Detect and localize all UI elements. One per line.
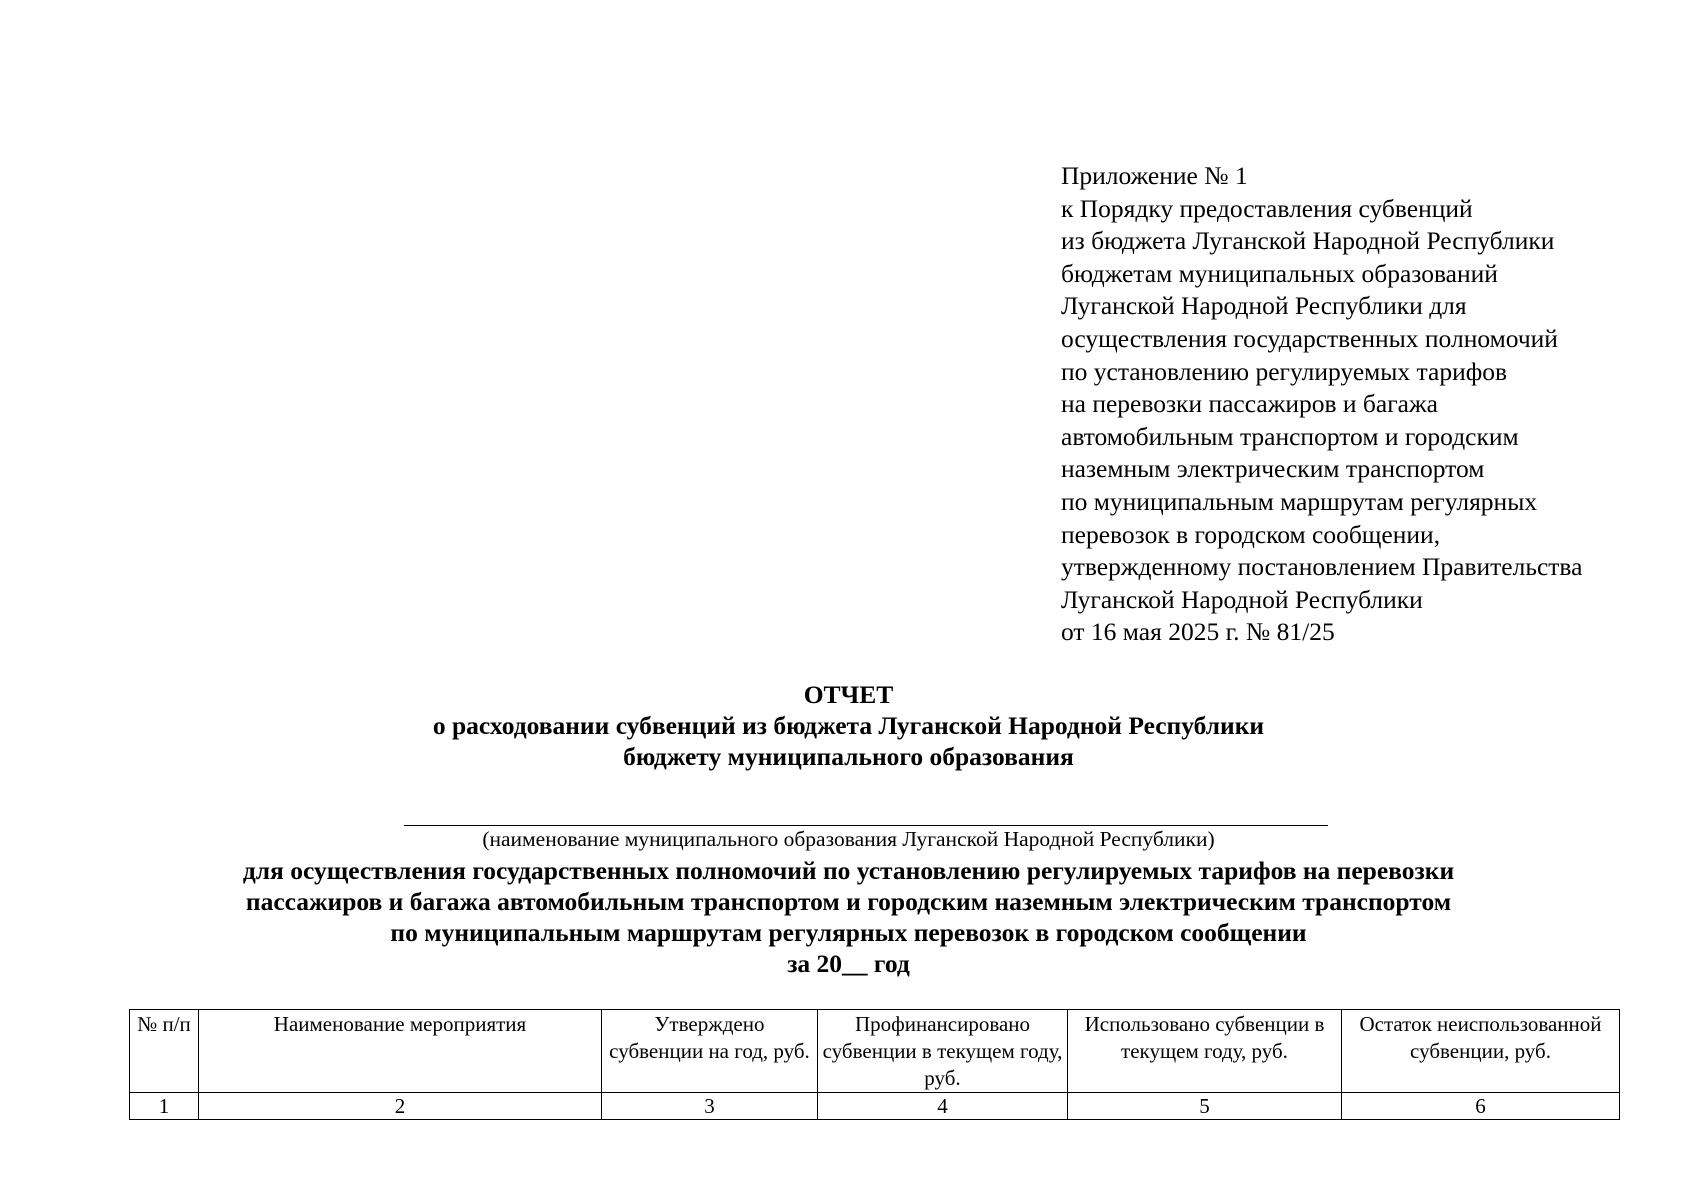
appendix-line: Луганской Народной Республики [1061,584,1423,614]
appendix-line: от 16 мая 2025 г. № 81/25 [1061,617,1335,647]
appendix-line: из бюджета Луганской Народной Республики [1061,226,1555,256]
appendix-line: на перевозки пассажиров и багажа [1061,389,1438,419]
header-cell-number: № п/п [130,1010,199,1093]
column-number-cell: 3 [602,1093,818,1120]
column-number-cell: 4 [818,1093,1068,1120]
header-cell-remaining: Остаток неиспользованной субвенции, руб. [1342,1010,1620,1093]
appendix-line: перевозок в городском сообщении, [1061,519,1441,549]
appendix-line: автомобильным транспортом и городским [1061,421,1519,451]
header-cell-activity: Наименование мероприятия [199,1010,602,1093]
column-number-cell: 5 [1068,1093,1342,1120]
report-purpose [0,855,1697,979]
report-table [129,1009,1620,1120]
report-year-line: за 20__ год [787,949,910,978]
appendix-line: наземным электрическим транспортом [1061,454,1485,484]
report-subtitle-line: бюджету муниципального образования [623,742,1074,771]
appendix-line: осуществления государственных полномочий [1061,323,1558,353]
column-number-cell: 1 [130,1093,199,1120]
column-number-cell: 2 [199,1093,602,1120]
header-cell-used: Использовано субвенции в текущем году, руб. [1068,1010,1342,1093]
appendix-block [1061,160,1671,649]
report-purpose-line: для осуществления государственных полномочий по установлению регулируемых тарифов на перевозки [242,856,1455,885]
report-purpose-line: по муниципальным маршрутам регулярных перевозок в городском сообщении [390,918,1307,947]
table-row [130,1093,1620,1120]
header-cell-approved: Утверждено субвенции на год, руб. [602,1010,818,1093]
report-heading [0,679,1697,772]
table-header-row [130,1010,1620,1093]
appendix-line: бюджетам муниципальных образований [1061,258,1498,288]
appendix-line: по установлению регулируемых тарифов [1061,356,1508,386]
report-title: ОТЧЕТ [803,680,894,709]
appendix-line: Луганской Народной Республики для [1061,291,1467,321]
column-number-cell: 6 [1342,1093,1620,1120]
report-purpose-line: пассажиров и багажа автомобильным транспортом и городским наземным электрическим транспортом [245,887,1452,916]
appendix-line: утвержденному постановлением Правительства [1061,552,1583,582]
municipality-caption: (наименование муниципального образования Луганской Народной Республики) [482,827,1215,851]
appendix-line: по муниципальным маршрутам регулярных [1061,486,1538,516]
report-subtitle-line: о расходовании субвенций из бюджета Луганской Народной Республики [432,711,1265,740]
appendix-line: Приложение № 1 [1061,161,1248,190]
header-cell-financed: Профинансировано субвенции в текущем году, руб. [818,1010,1068,1093]
appendix-line: к Порядку предоставления субвенций [1061,193,1473,223]
